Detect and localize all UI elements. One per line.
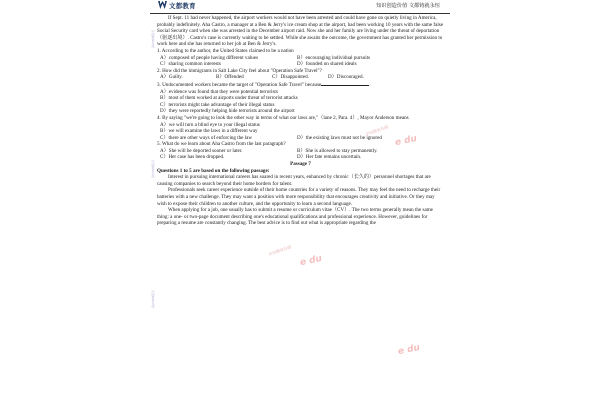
passage-paragraph: When applying for a job, one usually has to submit a resume or curriculum vitae（CV）. The two terms generally mean the same thing: a one- or two-page document describing one's educational qualifications and professional experience. However, guidelines for preparing a resume are constantly changing. The best advice is to find out what is appropriate regarding the	[157, 207, 433, 227]
question-1-options-row	[157, 61, 444, 68]
passage-paragraph: Professionals seek career experience outside of their home countries for a variety of reasons. They may feel the need to recharge their batteries with a new challenge. They may want a position with more responsibility that encourages creativity and initiative. Or they may wish to expose their children to another culture, and the opportunity to learn a second language.	[157, 187, 441, 207]
question-4-stem: 4. By saying "we're going to look the other way in terms of what our laws are,"（lane 2, Para. 4）, Mayor Anderson means	[157, 114, 409, 121]
watermark-logo: e du	[397, 342, 421, 358]
header-slogan: 知识创造价值 文都铸就永恒	[376, 3, 440, 9]
passage-instruction: Questions 1 to 5 are based on the following passage:	[157, 167, 270, 174]
question-5-option-b: B）She is allowed to stay permanently.	[297, 147, 378, 154]
question-3-stem-text: 3. Undocumented workers became the target of "Operation Safe Travel" because	[157, 81, 322, 88]
passage-title: Passage 7	[290, 161, 311, 168]
question-5-option-d: D）Her fate remains uncertain.	[297, 154, 362, 161]
question-1-option-b: B）encouraging individual pursuits	[297, 54, 371, 61]
question-3-option-d: D）they were reportedly helping hide terrorists around the airport	[160, 108, 295, 115]
question-5-options-row	[157, 154, 444, 161]
side-watermark: 中国教育在线	[151, 160, 155, 178]
question-1-stem: 1. According to the author, the United States claimed to be a nation	[157, 47, 294, 54]
watermark-logo: e du	[299, 253, 323, 269]
question-3-option-b: B）most of them worked at airports under threat of terrorist attacks	[160, 95, 298, 102]
answer-blank	[321, 81, 369, 86]
question-2-stem: 2. How did the immigrants in Salt Lake City feel about "Operation Safe Travel"?	[157, 67, 322, 74]
watermark-text: 中国教育在线	[267, 244, 292, 257]
brand-logo	[158, 1, 196, 10]
document-page	[150, 0, 450, 400]
watermark-logo: e du	[394, 133, 418, 149]
page-header	[150, 0, 450, 14]
question-2-option-a: A）Guilty.	[160, 74, 183, 81]
question-1-option-c: C）sharing common interests	[160, 61, 221, 68]
question-4-option-d: D）the existing laws must not be ignored	[297, 134, 382, 141]
question-2-option-d: D）Discouraged.	[328, 74, 364, 81]
document-body	[157, 15, 444, 227]
question-5-option-a: A）She will be deported sooner or later.	[160, 147, 243, 154]
question-5-option-c: C）Her case has been dropped.	[160, 154, 225, 161]
question-2-option-b: B）Offended	[216, 74, 244, 81]
question-1-option-a: A）composed of people having different values	[160, 54, 258, 61]
side-watermark: 中国教育在线	[151, 30, 155, 48]
question-4-option-c: C）there are other ways of enforcing the law	[160, 134, 253, 141]
question-1-option-d: D）founded on shared ideals	[297, 61, 357, 68]
question-2-options-row	[157, 74, 444, 81]
question-3-option-a: A）evidence was found that they were potential terrorists	[160, 88, 278, 95]
question-4-option-b: B）we will examine the laws in a different way	[160, 128, 258, 135]
question-3-stem: 3. Undocumented workers became the target of "Operation Safe Travel" because .	[157, 81, 371, 88]
question-2-option-c: C）Disappointed.	[272, 74, 309, 81]
question-4-option-a: A）we will turn a blind eye to your illegal status	[160, 121, 260, 128]
watermark-text: 中国教育在线	[364, 124, 389, 137]
question-5-stem: 5. What do we learn about Aha Castro from the last paragraph?	[157, 141, 286, 148]
intro-paragraph: If Sept. 11 had never happened, the airport workers would not have been arrested and could have gone on quietly living in America, probably indefinitely. Aha Castro, a manager at a Ben & Jerry's ice cream shop at the airport, had been working 10 years with the same false Social Security card when she was arrested in the December airport raid. Now she and her family are living under the threat of deportation（驱逐出境）. Castro's case is currently waiting to be settled. While she awaits the outcome, the government has granted her permission to work here and she has returned to her job at Ben & Jerry's.	[157, 15, 444, 48]
logo-text: 文都教育	[169, 2, 196, 10]
side-watermark: 中国教育在线	[151, 290, 155, 308]
question-3-option-c: C）terrorists might take advantage of their illegal status	[160, 101, 275, 108]
passage-paragraph: Interest in pursuing international careers has soared in recent years, enhanced by chronic（长久的）personnel shortages that are causing companies to search beyond their home borders for talent.	[157, 174, 431, 187]
logo-mark-icon	[158, 1, 167, 9]
